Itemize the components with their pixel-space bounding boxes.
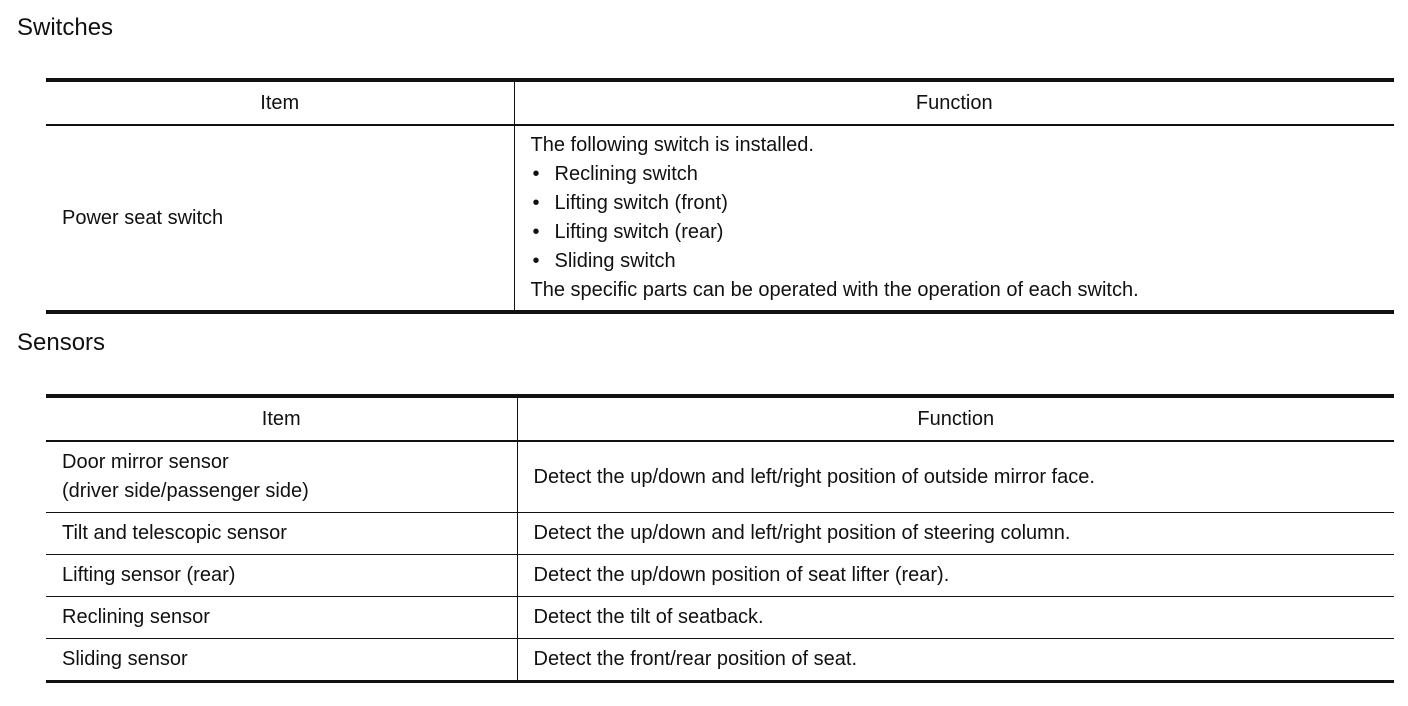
- sensor-function-cell: Detect the tilt of seatback.: [517, 597, 1394, 639]
- table-header-row: [46, 80, 1394, 125]
- function-column-header: Function: [514, 80, 1394, 125]
- sensor-item-line: (driver side/passenger side): [62, 480, 309, 502]
- bullet-item: [531, 189, 1379, 218]
- bullet-icon: •: [532, 250, 540, 272]
- switch-function-cell: [514, 125, 1394, 312]
- sensor-function-cell: Detect the up/down and left/right position of steering column.: [517, 513, 1394, 555]
- switches-table: [46, 78, 1394, 314]
- bullet-text: Sliding switch: [554, 250, 676, 272]
- function-intro-text: The following switch is installed.: [530, 134, 814, 156]
- bullet-text: Lifting switch (front): [554, 192, 728, 214]
- table-row: [46, 639, 1394, 682]
- sensor-item-cell: Lifting sensor (rear): [46, 555, 517, 597]
- item-column-header: Item: [46, 396, 517, 441]
- table-row: [46, 125, 1394, 312]
- sensor-item-cell: [46, 441, 517, 513]
- bullet-icon: •: [532, 192, 540, 214]
- table-row: [46, 597, 1394, 639]
- table-header-row: [46, 396, 1394, 441]
- bullet-item: [531, 218, 1379, 247]
- sensors-table: [46, 394, 1394, 683]
- table-row: [46, 441, 1394, 513]
- bullet-text: Reclining switch: [554, 163, 698, 185]
- bullet-item: [531, 160, 1379, 189]
- sensor-function-cell: Detect the up/down and left/right position of outside mirror face.: [517, 441, 1394, 513]
- sensor-item-cell: Tilt and telescopic sensor: [46, 513, 517, 555]
- function-column-header: Function: [517, 396, 1394, 441]
- sensor-item-cell: Reclining sensor: [46, 597, 517, 639]
- table-row: [46, 555, 1394, 597]
- item-column-header: Item: [46, 80, 514, 125]
- bullet-text: Lifting switch (rear): [554, 221, 724, 243]
- switch-item-cell: Power seat switch: [46, 125, 514, 312]
- sensor-function-cell: Detect the front/rear position of seat.: [533, 648, 858, 670]
- bullet-icon: •: [532, 221, 540, 243]
- table-row: [46, 513, 1394, 555]
- bullet-icon: •: [532, 163, 540, 185]
- sensor-function-cell: Detect the up/down position of seat lifter (rear).: [517, 555, 1394, 597]
- sensors-section-title: Sensors: [17, 329, 106, 356]
- function-outro-text: The specific parts can be operated with the operation of each switch.: [530, 279, 1139, 301]
- sensor-item-cell: Sliding sensor: [46, 639, 517, 682]
- switches-section-title: Switches: [17, 14, 114, 41]
- bullet-item: [531, 247, 1379, 276]
- sensor-item-line: Door mirror sensor: [62, 451, 229, 473]
